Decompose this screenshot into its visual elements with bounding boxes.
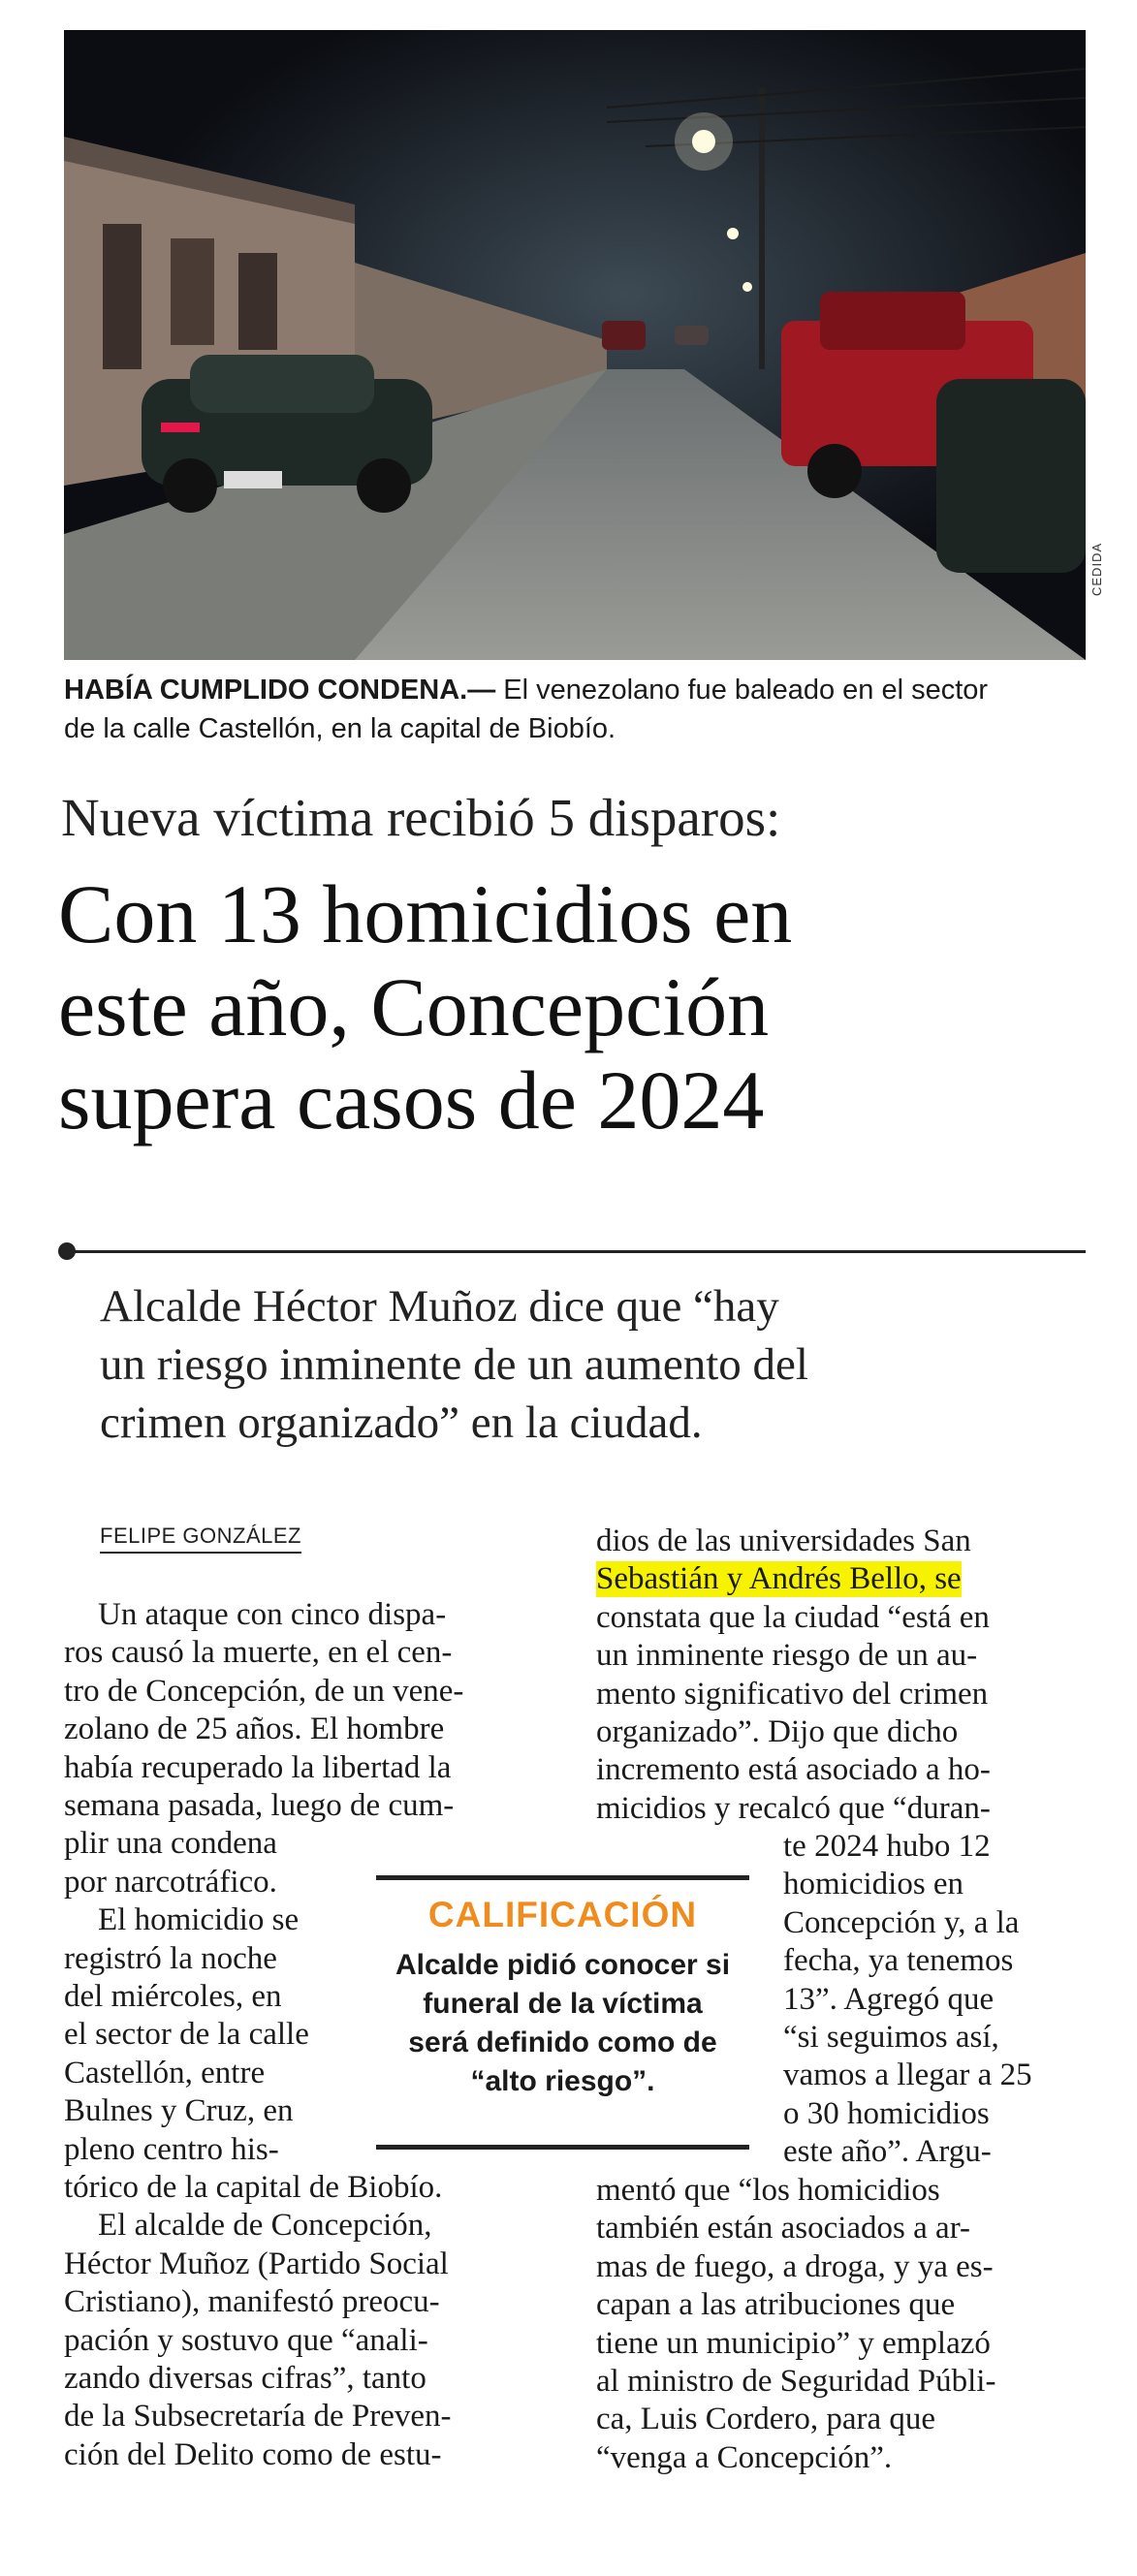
divider-dot xyxy=(58,1242,76,1260)
article-line: constata que la ciudad “está en xyxy=(596,1599,990,1635)
deck-line: Alcalde Héctor Muñoz dice que “hay xyxy=(100,1281,779,1332)
article-line: pación y sostuvo que “anali- xyxy=(64,2322,428,2358)
photo-caption xyxy=(64,671,1091,748)
deck-line: un riesgo inminente de un aumento del xyxy=(100,1339,808,1390)
article-line: mentó que “los homicidios xyxy=(596,2173,940,2208)
article-line: “si seguimos así, xyxy=(783,2020,999,2055)
article-line: zolano de 25 años. El hombre xyxy=(64,1712,445,1747)
deck-line: crimen organizado” en la ciudad. xyxy=(100,1398,703,1448)
article-line: te 2024 hubo 12 xyxy=(783,1829,991,1864)
article-line: registró la noche xyxy=(64,1940,277,1976)
article-line: incremento está asociado a ho- xyxy=(596,1752,991,1788)
article-line: este año”. Argu- xyxy=(783,2134,992,2170)
photo-credit: CEDIDA xyxy=(1090,542,1104,596)
caption-line2: de la calle Castellón, en la capital de Biobío. xyxy=(64,713,616,744)
box-title: CALIFICACIÓN xyxy=(427,1895,698,1934)
kicker: Nueva víctima recibió 5 disparos: xyxy=(61,788,781,847)
article-line: vamos a llegar a 25 xyxy=(783,2058,1032,2093)
divider-rule xyxy=(64,1250,1086,1253)
article-line: Cristiano), manifestó preocu- xyxy=(64,2284,440,2320)
article-line: capan a las atribuciones que xyxy=(596,2287,956,2323)
article-line: organizado”. Dijo que dicho xyxy=(596,1714,959,1749)
article-line: zando diversas cifras”, tanto xyxy=(64,2361,426,2396)
article-line: el sector de la calle xyxy=(64,2017,309,2053)
headline-line: este año, Concepción xyxy=(58,960,770,1053)
article-line: pleno centro his- xyxy=(64,2131,279,2167)
article-line: plir una condena xyxy=(64,1826,277,1862)
article-line: ca, Luis Cordero, para que xyxy=(596,2402,936,2437)
headline-line: Con 13 homicidios en xyxy=(58,867,793,960)
article-line: tórico de la capital de Biobío. xyxy=(64,2170,443,2205)
street-night-photo xyxy=(64,30,1086,660)
article-line: fecha, ya tenemos xyxy=(783,1943,1014,1979)
article-line: mento significativo del crimen xyxy=(596,1676,989,1712)
article-line: micidios y recalcó que “duran- xyxy=(596,1790,991,1826)
news-photo xyxy=(64,30,1086,660)
article-line: ros causó la muerte, en el cen- xyxy=(64,1635,453,1671)
article-line: también están asociados a ar- xyxy=(596,2211,971,2246)
caption-line1: El venezolano fue baleado en el sector xyxy=(495,675,989,706)
article-line: Un ataque con cinco dispa- xyxy=(98,1597,447,1632)
article-line: tro de Concepción, de un vene- xyxy=(64,1673,464,1709)
highlighted-article-line: Sebastián y Andrés Bello, se xyxy=(596,1561,962,1597)
deck xyxy=(100,1277,1108,1452)
article-line: El homicidio se xyxy=(98,1902,300,1938)
article-line: mas de fuego, a droga, y ya es- xyxy=(596,2248,994,2284)
article-line: o 30 homicidios xyxy=(783,2095,990,2131)
article-line: al ministro de Seguridad Públi- xyxy=(596,2364,996,2399)
article-line: de la Subsecretaría de Preven- xyxy=(64,2399,452,2435)
box-bottom-rule xyxy=(376,2145,749,2150)
article-line: homicidios en xyxy=(783,1867,964,1902)
box-text-line: funeral de la víctima xyxy=(423,1988,703,2020)
box-text-line: será definido como de xyxy=(408,2026,717,2058)
headline xyxy=(58,867,1115,1147)
article-line: Bulnes y Cruz, en xyxy=(64,2093,294,2129)
article-line: Concepción y, a la xyxy=(783,1904,1020,1940)
article-line: ción del Delito como de estu- xyxy=(64,2436,442,2472)
article-line: Castellón, entre xyxy=(64,2055,266,2090)
article-line: El alcalde de Concepción, xyxy=(98,2208,432,2244)
article-line: por narcotráfico. xyxy=(64,1864,277,1900)
article-line: “venga a Concepción”. xyxy=(596,2439,893,2475)
box-text xyxy=(376,1946,749,2101)
article-line: 13”. Agregó que xyxy=(783,1981,995,2017)
headline-line: supera casos de 2024 xyxy=(58,1053,765,1147)
byline: FELIPE GONZÁLEZ xyxy=(100,1524,301,1554)
article-line: un inminente riesgo de un au- xyxy=(596,1638,978,1674)
box-top-rule xyxy=(376,1875,749,1880)
article-line: había recuperado la libertad la xyxy=(64,1749,452,1785)
box-text-line: “alto riesgo”. xyxy=(470,2065,655,2097)
box-text-line: Alcalde pidió conocer si xyxy=(395,1949,731,1981)
article-line: Héctor Muñoz (Partido Social xyxy=(64,2246,449,2281)
article-line: semana pasada, luego de cum- xyxy=(64,1788,455,1823)
article-line: tiene un municipio” y emplazó xyxy=(596,2325,991,2361)
article-line: dios de las universidades San xyxy=(596,1524,971,1558)
article-line: del miércoles, en xyxy=(64,1979,282,2014)
caption-lead: HABÍA CUMPLIDO CONDENA.— xyxy=(64,675,496,706)
